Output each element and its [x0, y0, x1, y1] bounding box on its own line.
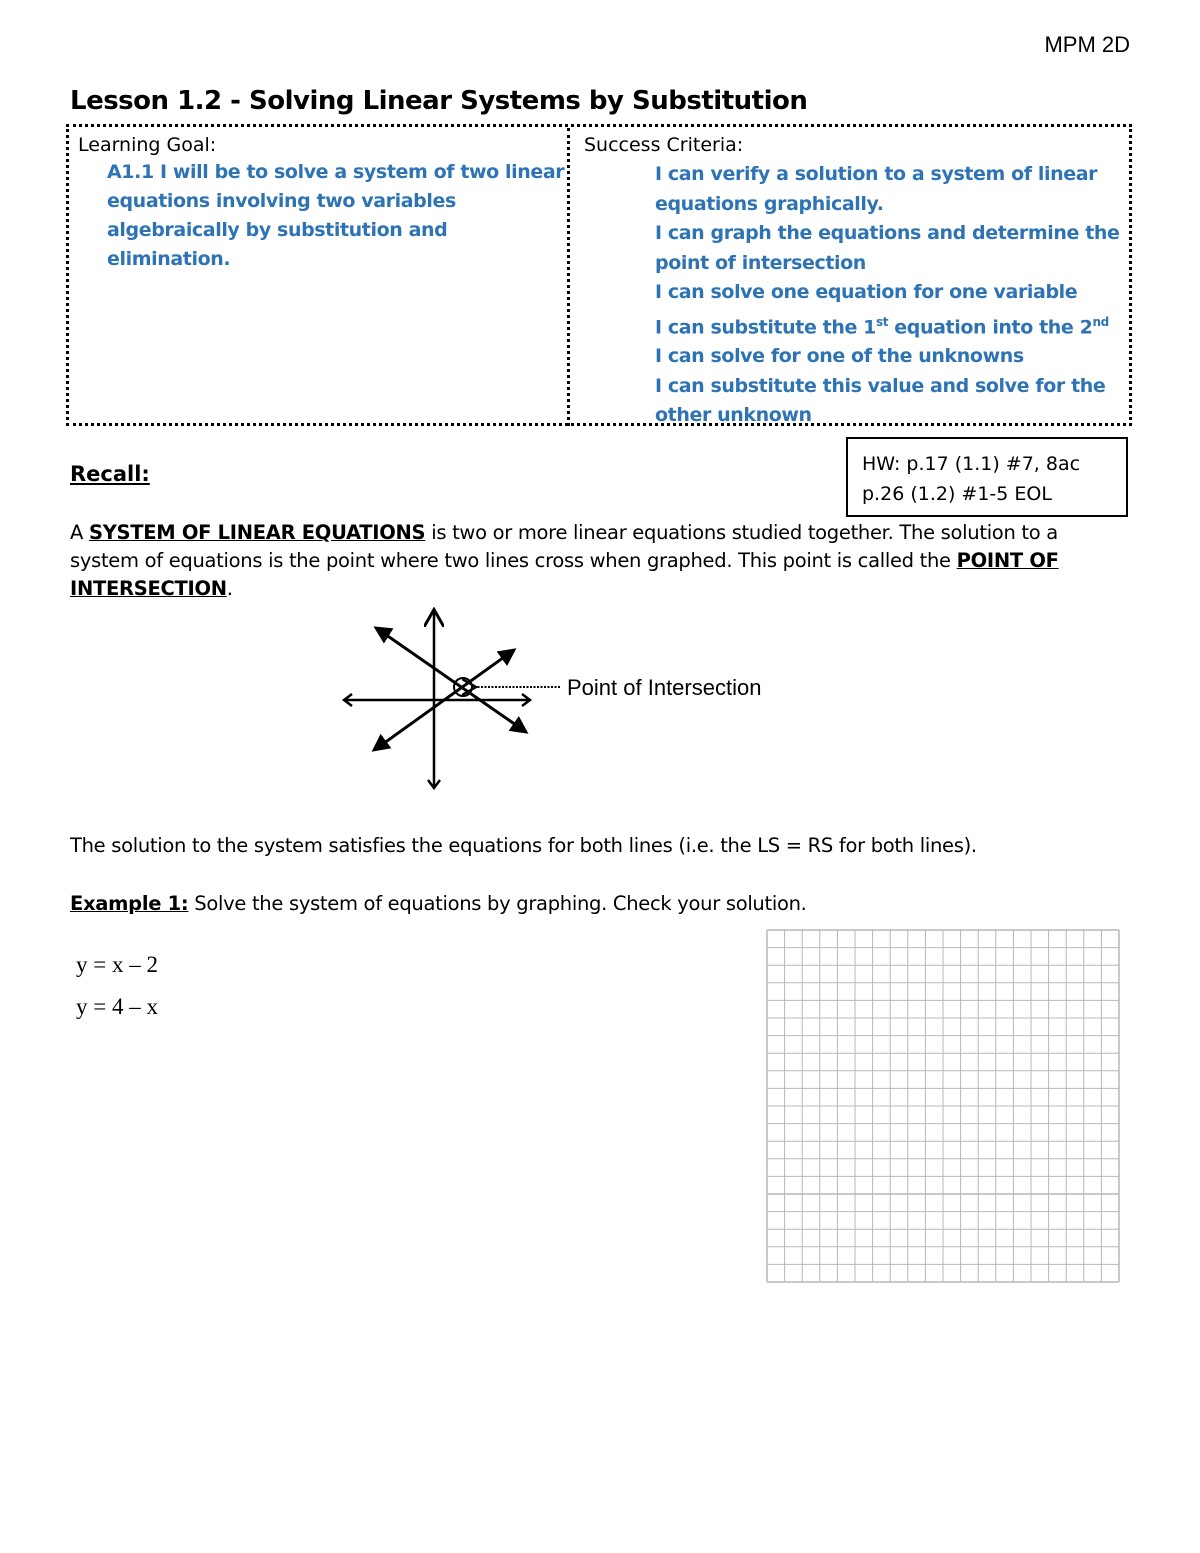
- success-criteria-label: Success Criteria:: [584, 134, 744, 156]
- success-criteria-list: [620, 160, 1120, 431]
- lesson-title: Lesson 1.2 - Solving Linear Systems by Substitution: [70, 86, 808, 116]
- equation-2: y = 4 – x: [76, 994, 158, 1019]
- definition-paragraph: A SYSTEM OF LINEAR EQUATIONS is two or more linear equations studied together. The solution to a system of equations is the point where two lines cross when graphed. This point is called the POINT OF INTERSECTION.: [70, 521, 1059, 600]
- checkbox-icon: [620, 342, 655, 372]
- homework-line-1: HW: p.17 (1.1) #7, 8ac: [862, 453, 1081, 475]
- intersection-label: Point of Intersection: [567, 675, 762, 700]
- equation-1: y = x – 2: [76, 952, 158, 977]
- homework-line-2: p.26 (1.2) #1-5 EOL: [862, 483, 1052, 505]
- intersection-diagram: [330, 600, 560, 795]
- example-instruction: Solve the system of equations by graphing. Check your solution.: [188, 892, 807, 915]
- learning-goal-label: Learning Goal:: [78, 134, 217, 156]
- learning-goal-text: A1.1 I will be to solve a system of two linear equations involving two variables algebraically by substitution and elimination.: [107, 161, 565, 270]
- line-falling: [382, 632, 526, 732]
- criteria-item: I can verify a solution to a system of linear equations graphically.: [620, 160, 1120, 219]
- recall-heading: Recall:: [70, 462, 150, 486]
- homework-box: [846, 437, 1128, 517]
- criteria-item: I can substitute this value and solve for the other unknown: [620, 372, 1120, 431]
- example-1: [70, 892, 807, 915]
- checkbox-icon: [620, 308, 655, 343]
- course-code: MPM 2D: [1044, 32, 1130, 57]
- line-rising: [380, 650, 514, 746]
- checkbox-icon: [620, 372, 655, 431]
- solution-note: The solution to the system satisfies the equations for both lines (i.e. the LS = RS for both lines).: [70, 834, 977, 857]
- criteria-item: I can graph the equations and determine the point of intersection: [620, 219, 1120, 278]
- checkbox-icon: [620, 160, 655, 219]
- criteria-item: [620, 308, 1120, 343]
- checkbox-icon: [620, 278, 655, 308]
- term-system-of-linear-equations: SYSTEM OF LINEAR EQUATIONS: [88, 521, 426, 544]
- term-point-of-intersection: POINT OF INTERSECTION: [70, 549, 1059, 600]
- graph-paper[interactable]: [765, 928, 1121, 1284]
- criteria-item: I can solve for one of the unknowns: [620, 342, 1120, 372]
- checkbox-icon: [620, 219, 655, 278]
- example-label: Example 1:: [70, 892, 189, 915]
- criteria-substitute-text: I can substitute the 1st equation into the 2nd: [655, 314, 1109, 338]
- criteria-item: I can solve one equation for one variable: [620, 278, 1120, 308]
